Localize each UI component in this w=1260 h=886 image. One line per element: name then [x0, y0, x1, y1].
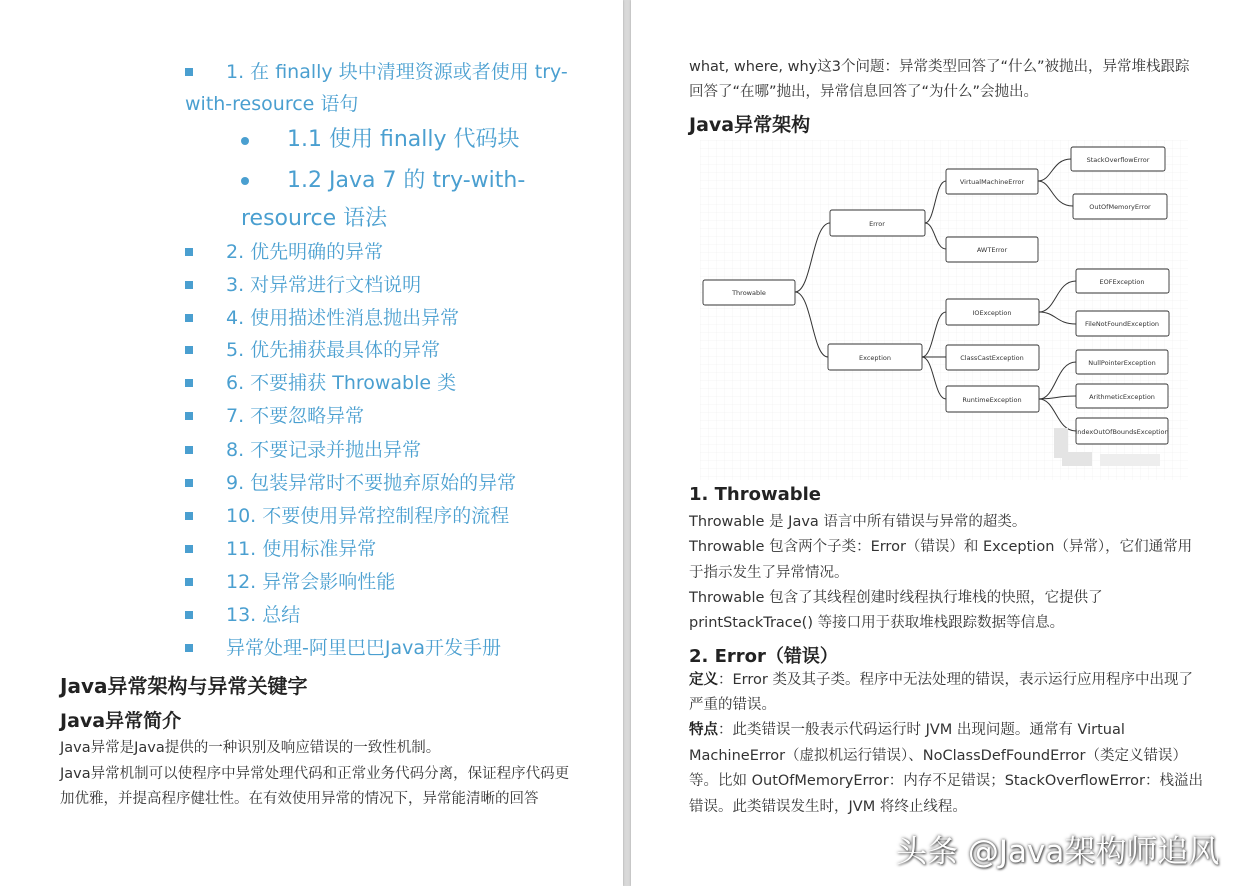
- definition-text: ：Error 类及其子类。程序中无法处理的错误，表示运行应用程序中出现了: [718, 672, 1193, 688]
- node-label: VirtualMachineError: [959, 178, 1025, 186]
- node-label: Throwable: [732, 289, 766, 297]
- watermark: 头条 @Java架构师追风: [896, 834, 1220, 870]
- square-bullet-icon: [185, 611, 193, 619]
- toc-subitem-label: 1.1 使用 finally 代码块: [287, 127, 520, 152]
- round-bullet-icon: [241, 177, 249, 185]
- round-bullet-icon: [241, 137, 249, 145]
- square-bullet-icon: [185, 412, 193, 420]
- toc-item-label: 11. 使用标准异常: [226, 538, 377, 560]
- node-label: NullPointerException: [1088, 359, 1156, 367]
- section-title: 2. Error（错误）: [689, 646, 838, 667]
- node-label: RuntimeException: [962, 396, 1022, 404]
- square-bullet-icon: [185, 578, 193, 586]
- square-bullet-icon: [185, 644, 193, 652]
- section-title: 1. Throwable: [689, 484, 822, 505]
- node-label: FileNotFoundException: [1084, 320, 1160, 328]
- feature-text: ：此类错误一般表示代码运行时 JVM 出现问题。通常有 Virtual: [718, 722, 1125, 738]
- exception-hierarchy-diagram: [700, 140, 1188, 480]
- paragraph-line: printStackTrace() 等接口用于获取堆栈跟踪数据等信息。: [689, 615, 1065, 631]
- toc-item-label: 2. 优先明确的异常: [226, 241, 384, 263]
- paragraph-line: [689, 668, 1193, 694]
- node-label: AWTError: [976, 246, 1008, 254]
- definition-label: 定义: [689, 672, 718, 688]
- subsection-heading: Java异常简介: [60, 710, 182, 732]
- toc-item-label: 6. 不要捕获 Throwable 类: [226, 372, 457, 394]
- paragraph: Java异常是Java提供的一种识别及响应错误的一致性机制。: [60, 740, 441, 756]
- toc-item-label-cont: with-resource 语句: [185, 93, 359, 115]
- toc-item-label: 3. 对异常进行文档说明: [226, 274, 422, 296]
- toc-subitem-label-cont: resource 语法: [241, 206, 388, 231]
- paragraph-line: 严重的错误。: [689, 697, 776, 713]
- paragraph-line: [689, 718, 1125, 744]
- paragraph-line: Throwable 包含两个子类：Error（错误）和 Exception（异常），它们通常用: [689, 539, 1193, 555]
- square-bullet-icon: [185, 446, 193, 454]
- node-label: EOFException: [1099, 278, 1145, 286]
- square-bullet-icon: [185, 314, 193, 322]
- toc-item-label: 4. 使用描述性消息抛出异常: [226, 307, 460, 329]
- square-bullet-icon: [185, 68, 193, 76]
- paragraph-line: 等。比如 OutOfMemoryError：内存不足错误；StackOverflowError：栈溢出: [689, 773, 1203, 789]
- toc-item-label: 5. 优先捕获最具体的异常: [226, 339, 441, 361]
- toc-item-label: 8. 不要记录并抛出异常: [226, 439, 422, 461]
- paragraph-line: 回答了“在哪”抛出，异常信息回答了“为什么”会抛出。: [689, 84, 1039, 100]
- node-label: ClassCastException: [960, 354, 1024, 362]
- square-bullet-icon: [185, 379, 193, 387]
- toc-subitem-label: 1.2 Java 7 的 try-with-: [287, 168, 526, 193]
- node-label: ArithmeticException: [1089, 393, 1155, 401]
- node-label: StackOverflowError: [1086, 156, 1150, 164]
- toc-item-label: 10. 不要使用异常控制程序的流程: [226, 505, 510, 527]
- square-bullet-icon: [185, 545, 193, 553]
- feature-label: 特点: [689, 722, 718, 738]
- section-heading: Java异常架构: [689, 114, 811, 136]
- paragraph-line: Throwable 包含了其线程创建时线程执行堆栈的快照，它提供了: [689, 590, 1103, 606]
- paragraph-line: Java异常机制可以使程序中异常处理代码和正常业务代码分离，保证程序代码更: [60, 766, 570, 782]
- node-label: IOException: [972, 309, 1012, 317]
- node-label: OutOfMemoryError: [1089, 203, 1151, 211]
- paragraph-line: 错误。此类错误发生时，JVM 将终止线程。: [689, 799, 967, 815]
- section-heading: Java异常架构与异常关键字: [60, 674, 308, 698]
- node-label: Error: [869, 220, 885, 228]
- paragraph-line: 于指示发生了异常情况。: [689, 565, 849, 581]
- toc-item-label: 异常处理-阿里巴巴Java开发手册: [226, 637, 501, 659]
- paragraph: Throwable 是 Java 语言中所有错误与异常的超类。: [689, 514, 1027, 530]
- square-bullet-icon: [185, 512, 193, 520]
- node-label: IndexOutOfBoundsException: [1075, 428, 1169, 436]
- paragraph-line: 加优雅，并提高程序健壮性。在有效使用异常的情况下，异常能清晰的回答: [60, 791, 539, 807]
- toc-item-label: 13. 总结: [226, 604, 301, 626]
- node-label: Exception: [859, 354, 891, 362]
- square-bullet-icon: [185, 479, 193, 487]
- toc-item-label: 12. 异常会影响性能: [226, 571, 396, 593]
- paragraph-line: what, where, why这3个问题：异常类型回答了“什么”被抛出，异常堆栈跟踪: [689, 59, 1190, 75]
- toc-item-label: 7. 不要忽略异常: [226, 405, 365, 427]
- left-page: [0, 0, 623, 886]
- square-bullet-icon: [185, 346, 193, 354]
- toc-item-label: 9. 包装异常时不要抛弃原始的异常: [226, 472, 517, 494]
- square-bullet-icon: [185, 281, 193, 289]
- toc-item-label: 1. 在 finally 块中清理资源或者使用 try-: [226, 61, 568, 83]
- square-bullet-icon: [185, 248, 193, 256]
- paragraph-line: MachineError（虚拟机运行错误）、NoClassDefFoundError（类定义错误）: [689, 748, 1187, 764]
